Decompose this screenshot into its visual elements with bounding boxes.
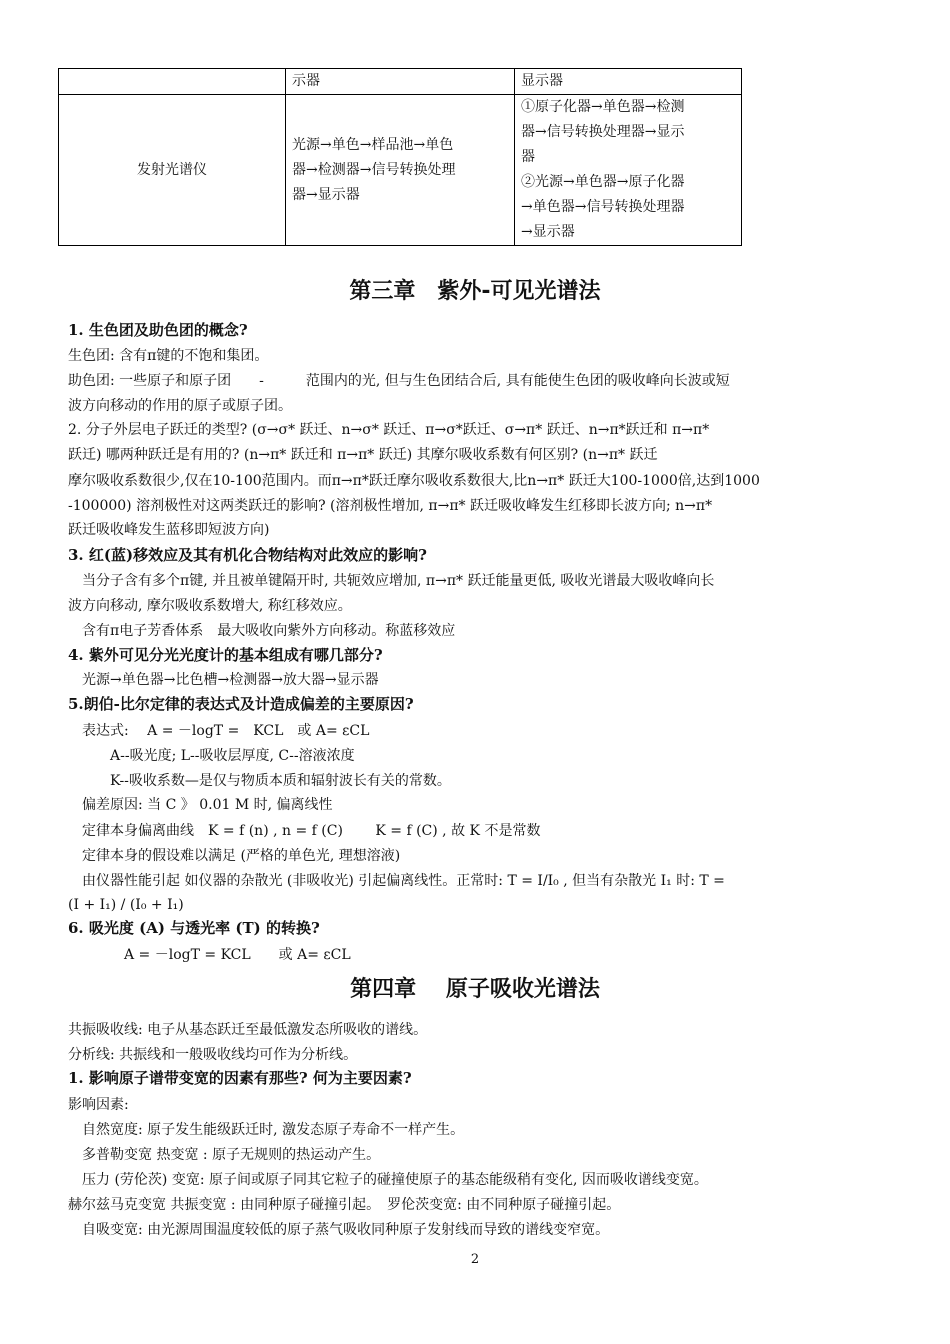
cell-line: 器→显示器 (292, 186, 360, 203)
instrument-table (58, 68, 742, 246)
text-line: 自吸变宽: 由光源周围温度较低的原子蒸气吸收同种原子发射线而导致的谱线变窄宽。 (68, 1222, 610, 1238)
table-cell: 示器 (286, 69, 515, 95)
table-header-row (59, 69, 742, 95)
cell-line: 光源→单色→样品池→单色 (292, 136, 454, 153)
question-6: 6. 吸光度 (A) 与透光率 (T) 的转换? (68, 919, 320, 937)
question-ch4-1: 1. 影响原子谱带变宽的因素有那些? 何为主要因素? (68, 1069, 412, 1087)
text-line: 生色团: 含有π键的不饱和集团。 (68, 348, 269, 364)
chapter-4-title: 第四章 原子吸收光谱法 (350, 977, 600, 1002)
text-line: 定律本身的假设难以满足 (严格的单色光, 理想溶液) (68, 848, 401, 864)
text-line: 跃迁吸收峰发生蓝移即短波方向) (68, 522, 270, 538)
table-cell (59, 69, 286, 95)
text-line: 多普勒变宽 热变宽 : 原子无规则的热运动产生。 (68, 1147, 381, 1163)
text-line: 偏差原因: 当 C 》 0.01 M 时, 偏离线性 (68, 797, 333, 813)
text-line: (I + I₁) / (I₀ + I₁) (68, 897, 184, 913)
question-1: 1. 生色团及助色团的概念? (68, 321, 248, 339)
text-line: A--吸光度; L--吸收层厚度, C--溶液浓度 (68, 748, 355, 764)
cell-line: ②光源→单色器→原子化器 (521, 174, 685, 190)
cell-line: →单色器→信号转换处理器 (521, 199, 685, 215)
cell-line: 器 (521, 149, 535, 165)
text-line: 摩尔吸收系数很少,仅在10-100范围内。而π→π*跃迁摩尔吸收系数很大,比n→π* 跃迁大100-1000倍,达到1000 (68, 473, 760, 489)
text-line: 赫尔兹马克变宽 共振变宽 : 由同种原子碰撞引起。 罗伦茨变宽: 由不同种原子碰撞引起。 (68, 1197, 621, 1213)
text-line: 影响因素: (68, 1097, 129, 1113)
text-line: 自然宽度: 原子发生能级跃迁时, 激发态原子寿命不一样产生。 (68, 1122, 465, 1138)
text-line: 定律本身偏离曲线 K = f (n) , n = f (C) K = f (C) , 故 K 不是常数 (68, 823, 541, 839)
formula-line: A = －logT = KCL 或 A= εCL (68, 947, 351, 963)
text-line: 共振吸收线: 电子从基态跃迁至最低激发态所吸收的谱线。 (68, 1022, 428, 1038)
text-line: 跃迁) 哪两种跃迁是有用的? (n→π* 跃迁和 π→π* 跃迁) 其摩尔吸收系数有何区别? (n→π* 跃迁 (68, 447, 658, 463)
table-cell (515, 95, 742, 246)
question-2: 2. 分子外层电子跃迁的类型? (σ→σ* 跃迁、n→σ* 跃迁、π→σ*跃迁、σ→π* 跃迁、n→π*跃迁和 π→π* (68, 422, 710, 438)
cell-line: →显示器 (521, 224, 575, 240)
page-number: 2 (470, 1252, 480, 1267)
cell-line: 器→检测器→信号转换处理 (292, 161, 456, 178)
formula-line: 表达式: A = －logT = KCL 或 A= εCL (68, 723, 370, 739)
text-line: 由仪器性能引起 如仪器的杂散光 (非吸收光) 引起偏离线性。正常时: T = I/I₀ , 但当有杂散光 I₁ 时: T = (68, 873, 725, 889)
chapter-3-title: 第三章 紫外-可见光谱法 (349, 279, 601, 304)
cell-line: 器→信号转换处理器→显示 (521, 124, 685, 140)
text-line: -100000) 溶剂极性对这两类跃迁的影响? (溶剂极性增加, π→π* 跃迁吸收峰发生红移即长波方向; n→π* (68, 498, 713, 514)
text-line: 含有π电子芳香体系 最大吸收向紫外方向移动。称蓝移效应 (68, 623, 456, 639)
table-cell (286, 95, 515, 246)
text-line: K--吸收系数—是仅与物质本质和辐射波长有关的常数。 (68, 773, 451, 789)
text-line: 光源→单色器→比色槽→检测器→放大器→显示器 (68, 672, 379, 688)
text-line: 波方向移动的作用的原子或原子团。 (68, 398, 292, 414)
text-line: 助色团: 一些原子和原子团 - 范围内的光, 但与生色团结合后, 具有能使生色团的吸收峰向长波或短 (68, 373, 730, 389)
table-cell: 显示器 (515, 69, 742, 95)
question-5: 5.朗伯-比尔定律的表达式及计造成偏差的主要原因? (68, 695, 414, 713)
cell-line: ①原子化器→单色器→检测 (521, 99, 685, 115)
table-row (59, 95, 742, 246)
text-line: 压力 (劳伦茨) 变宽: 原子间或原子同其它粒子的碰撞使原子的基态能级稍有变化, 因而吸收谱线变宽。 (68, 1172, 708, 1188)
text-line: 波方向移动, 摩尔吸收系数增大, 称红移效应。 (68, 598, 352, 614)
question-3: 3. 红(蓝)移效应及其有机化合物结构对此效应的影响? (68, 546, 427, 564)
text-line: 当分子含有多个π键, 并且被单键隔开时, 共轭效应增加, π→π* 跃迁能量更低, 吸收光谱最大吸收峰向长 (68, 573, 715, 589)
row-label: 发射光谱仪 (59, 95, 286, 246)
text-line: 分析线: 共振线和一般吸收线均可作为分析线。 (68, 1047, 358, 1063)
question-4: 4. 紫外可见分光光度计的基本组成有哪几部分? (68, 646, 383, 664)
